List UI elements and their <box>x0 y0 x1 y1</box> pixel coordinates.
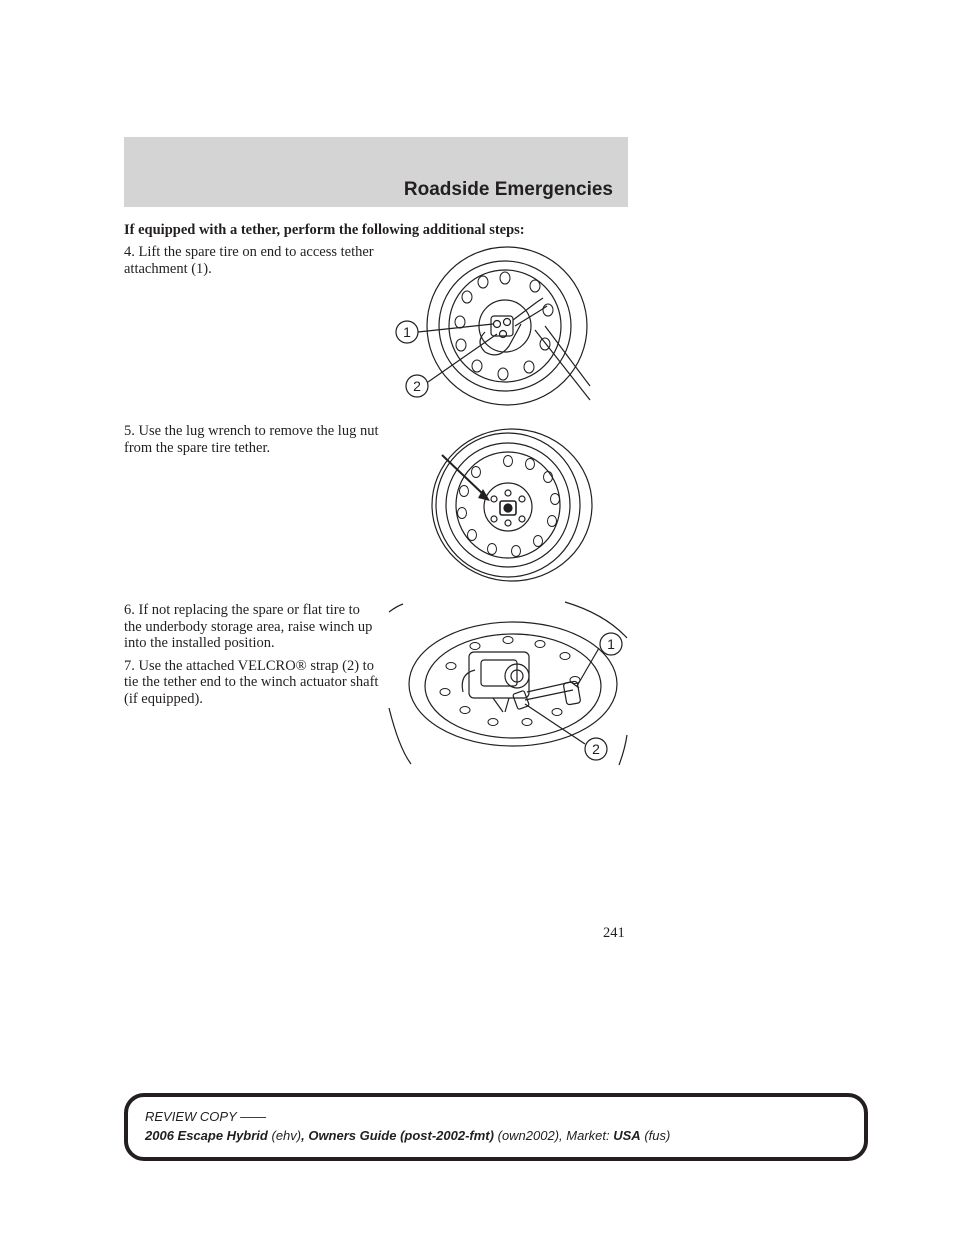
footer-vehicle: 2006 Escape Hybrid <box>145 1128 268 1143</box>
figure-1-callout-2: 2 <box>413 378 421 394</box>
section-header-band <box>124 137 628 207</box>
step-6-7 <box>124 602 380 713</box>
figure-winch-velcro-strap <box>385 600 630 770</box>
intro-instruction: If equipped with a tether, perform the following additional steps: <box>124 222 525 238</box>
footer-guide-code: (own2002) <box>497 1128 560 1143</box>
figure-1-callout-1: 1 <box>403 324 411 340</box>
step-4-text: 4. Lift the spare tire on end to access tether attachment (1). <box>124 244 374 277</box>
footer-vehicle-code: (ehv) <box>271 1128 302 1143</box>
figure-3-callout-2: 2 <box>592 741 600 757</box>
step-5 <box>124 423 380 462</box>
footer-review-label: REVIEW COPY —— <box>145 1109 267 1124</box>
step-7-text: 7. Use the attached VELCRO® strap (2) to tie the tether end to the winch actuator shaft (if equipped). <box>124 657 379 707</box>
step-4 <box>124 244 380 283</box>
review-copy-footer <box>124 1093 868 1161</box>
page-number: 241 <box>603 925 625 941</box>
figure-spare-tire-tether <box>385 240 630 410</box>
step-5-text: 5. Use the lug wrench to remove the lug nut from the spare tire tether. <box>124 423 379 456</box>
figure-lug-nut-removal <box>430 425 600 585</box>
footer-market-label: , Market: <box>559 1128 610 1143</box>
footer-guide: , Owners Guide (post-2002-fmt) <box>301 1128 494 1143</box>
step-6-text: 6. If not replacing the spare or flat tire to the underbody storage area, raise winch up into the installed position. <box>124 602 373 651</box>
footer-document-info <box>145 1128 670 1143</box>
footer-market-code: (fus) <box>644 1128 671 1143</box>
section-title: Roadside Emergencies <box>403 179 613 200</box>
figure-3-callout-1: 1 <box>607 636 615 652</box>
footer-market: USA <box>613 1128 641 1143</box>
